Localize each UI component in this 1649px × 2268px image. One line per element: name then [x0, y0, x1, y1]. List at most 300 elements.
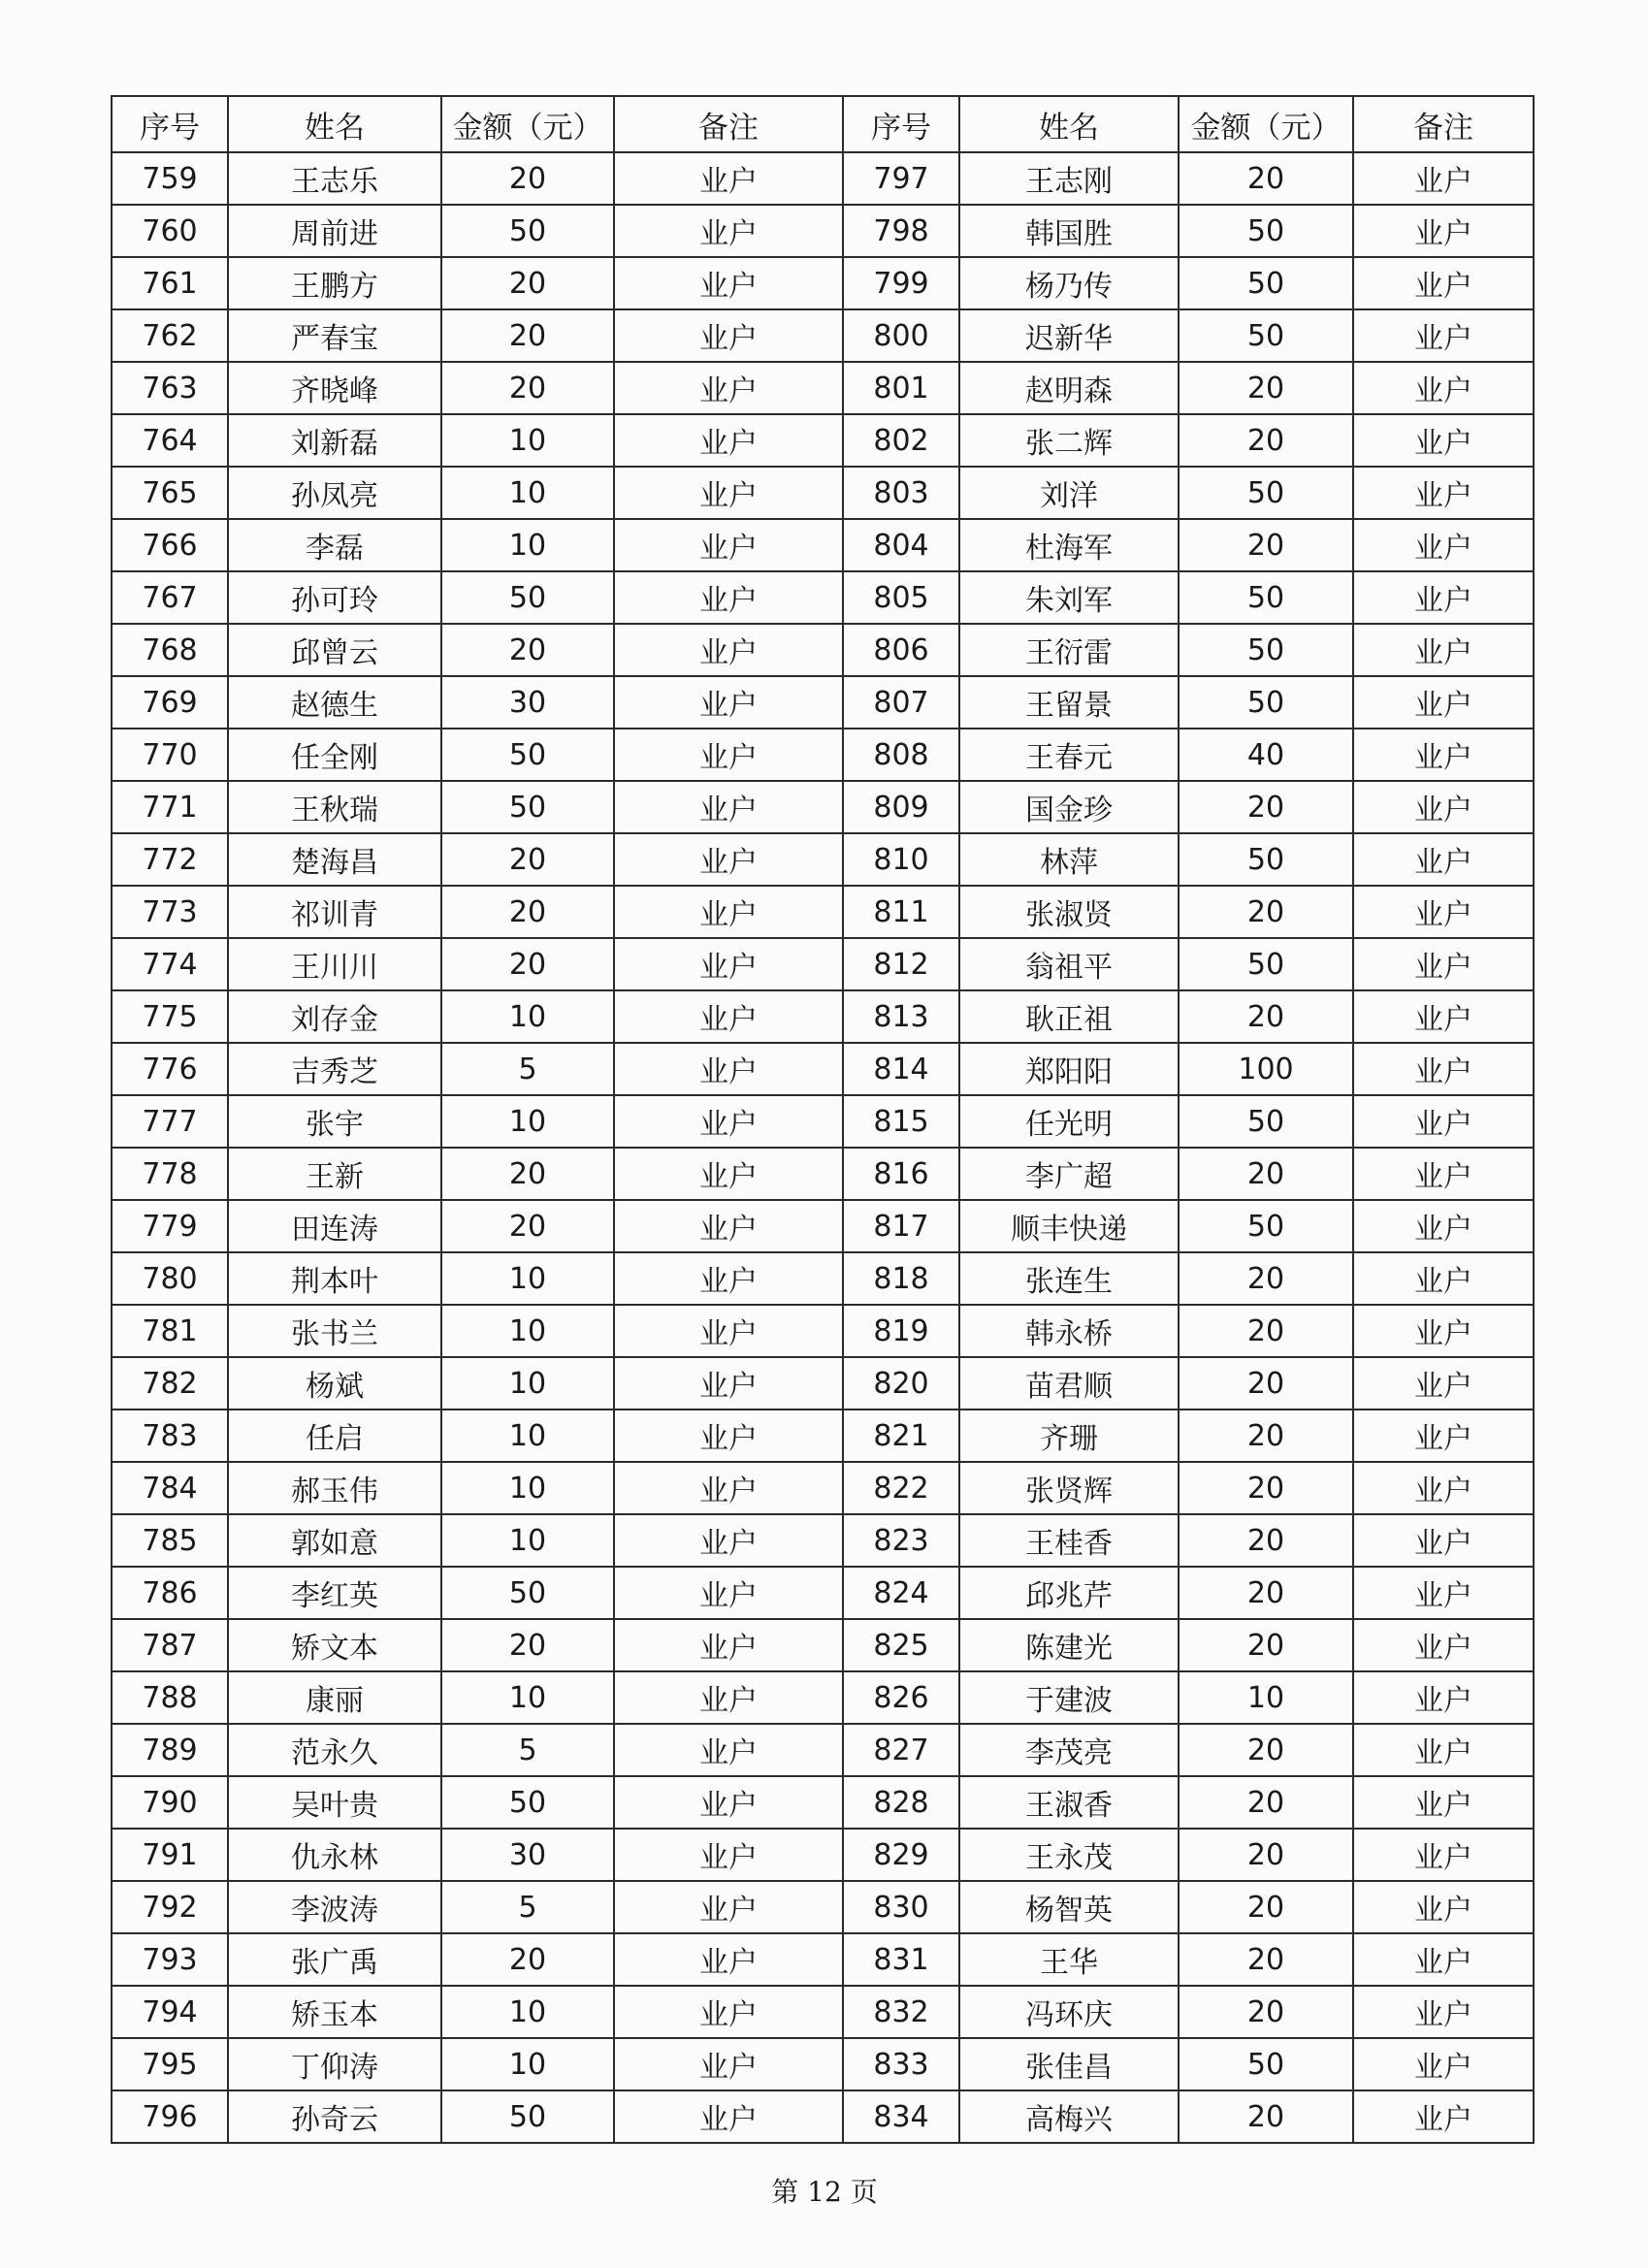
name-cell: 齐珊	[959, 1409, 1179, 1462]
table-row	[112, 781, 1534, 833]
remark-cell: 业户	[1353, 414, 1534, 467]
name-cell: 王川川	[228, 938, 441, 990]
amount-cell: 20	[441, 1933, 614, 1986]
amount-cell: 20	[1179, 1724, 1353, 1776]
serial-cell: 779	[112, 1200, 228, 1252]
serial-cell: 791	[112, 1829, 228, 1881]
amount-cell: 20	[441, 886, 614, 938]
name-cell: 齐晓峰	[228, 362, 441, 414]
remark-cell: 业户	[1353, 1095, 1534, 1148]
name-cell: 杜海军	[959, 519, 1179, 571]
serial-cell: 809	[843, 781, 959, 833]
serial-cell: 820	[843, 1357, 959, 1409]
amount-cell: 5	[441, 1881, 614, 1933]
amount-cell: 20	[1179, 1986, 1353, 2038]
donation-table	[111, 95, 1535, 2144]
table-row	[112, 414, 1534, 467]
remark-cell: 业户	[1353, 1409, 1534, 1462]
table-row	[112, 1829, 1534, 1881]
remark-cell: 业户	[614, 152, 843, 205]
table-row	[112, 938, 1534, 990]
name-cell: 赵德生	[228, 676, 441, 729]
name-cell: 郝玉伟	[228, 1462, 441, 1514]
remark-cell: 业户	[1353, 2090, 1534, 2143]
amount-cell: 20	[1179, 1776, 1353, 1829]
serial-cell: 769	[112, 676, 228, 729]
remark-cell: 业户	[1353, 519, 1534, 571]
remark-cell: 业户	[614, 781, 843, 833]
header-amount: 金额（元）	[441, 96, 614, 152]
amount-cell: 20	[1179, 1829, 1353, 1881]
name-cell: 祁训青	[228, 886, 441, 938]
name-cell: 张佳昌	[959, 2038, 1179, 2090]
amount-cell: 10	[441, 1095, 614, 1148]
amount-cell: 100	[1179, 1043, 1353, 1095]
name-cell: 李广超	[959, 1148, 1179, 1200]
amount-cell: 10	[441, 1462, 614, 1514]
amount-cell: 20	[1179, 1881, 1353, 1933]
remark-cell: 业户	[1353, 1200, 1534, 1252]
name-cell: 严春宝	[228, 309, 441, 362]
name-cell: 王留景	[959, 676, 1179, 729]
amount-cell: 5	[441, 1724, 614, 1776]
name-cell: 王志刚	[959, 152, 1179, 205]
remark-cell: 业户	[1353, 1986, 1534, 2038]
amount-cell: 20	[441, 257, 614, 309]
name-cell: 王衍雷	[959, 624, 1179, 676]
remark-cell: 业户	[614, 1567, 843, 1619]
remark-cell: 业户	[1353, 1357, 1534, 1409]
remark-cell: 业户	[1353, 1043, 1534, 1095]
remark-cell: 业户	[614, 362, 843, 414]
serial-cell: 806	[843, 624, 959, 676]
amount-cell: 50	[441, 571, 614, 624]
remark-cell: 业户	[1353, 833, 1534, 886]
remark-cell: 业户	[614, 1305, 843, 1357]
name-cell: 周前进	[228, 205, 441, 257]
amount-cell: 10	[441, 519, 614, 571]
amount-cell: 20	[441, 624, 614, 676]
amount-cell: 5	[441, 1043, 614, 1095]
amount-cell: 50	[441, 2090, 614, 2143]
serial-cell: 761	[112, 257, 228, 309]
name-cell: 王华	[959, 1933, 1179, 1986]
remark-cell: 业户	[614, 1724, 843, 1776]
remark-cell: 业户	[614, 1095, 843, 1148]
serial-cell: 794	[112, 1986, 228, 2038]
remark-cell: 业户	[614, 414, 843, 467]
amount-cell: 20	[1179, 1305, 1353, 1357]
name-cell: 张连生	[959, 1252, 1179, 1305]
serial-cell: 792	[112, 1881, 228, 1933]
name-cell: 孙凤亮	[228, 467, 441, 519]
serial-cell: 812	[843, 938, 959, 990]
table-row	[112, 467, 1534, 519]
name-cell: 王秋瑞	[228, 781, 441, 833]
remark-cell: 业户	[1353, 1514, 1534, 1567]
serial-cell: 802	[843, 414, 959, 467]
table-row	[112, 676, 1534, 729]
table-row	[112, 1462, 1534, 1514]
name-cell: 矫玉本	[228, 1986, 441, 2038]
table-row	[112, 833, 1534, 886]
serial-cell: 796	[112, 2090, 228, 2143]
serial-cell: 793	[112, 1933, 228, 1986]
name-cell: 孙可玲	[228, 571, 441, 624]
amount-cell: 50	[1179, 938, 1353, 990]
serial-cell: 773	[112, 886, 228, 938]
table-row	[112, 2038, 1534, 2090]
remark-cell: 业户	[1353, 1619, 1534, 1671]
remark-cell: 业户	[614, 1619, 843, 1671]
remark-cell: 业户	[614, 1252, 843, 1305]
remark-cell: 业户	[614, 1357, 843, 1409]
name-cell: 顺丰快递	[959, 1200, 1179, 1252]
serial-cell: 784	[112, 1462, 228, 1514]
name-cell: 李茂亮	[959, 1724, 1179, 1776]
remark-cell: 业户	[1353, 362, 1534, 414]
name-cell: 郭如意	[228, 1514, 441, 1567]
serial-cell: 776	[112, 1043, 228, 1095]
name-cell: 国金珍	[959, 781, 1179, 833]
table-row	[112, 1933, 1534, 1986]
remark-cell: 业户	[1353, 257, 1534, 309]
remark-cell: 业户	[614, 205, 843, 257]
remark-cell: 业户	[1353, 1724, 1534, 1776]
name-cell: 耿正祖	[959, 990, 1179, 1043]
header-remark: 备注	[614, 96, 843, 152]
table-row	[112, 362, 1534, 414]
remark-cell: 业户	[614, 1148, 843, 1200]
serial-cell: 766	[112, 519, 228, 571]
amount-cell: 50	[1179, 1200, 1353, 1252]
amount-cell: 20	[1179, 781, 1353, 833]
serial-cell: 762	[112, 309, 228, 362]
serial-cell: 817	[843, 1200, 959, 1252]
amount-cell: 50	[1179, 205, 1353, 257]
name-cell: 刘洋	[959, 467, 1179, 519]
serial-cell: 789	[112, 1724, 228, 1776]
amount-cell: 20	[1179, 519, 1353, 571]
table-row	[112, 624, 1534, 676]
table-row	[112, 729, 1534, 781]
amount-cell: 10	[441, 467, 614, 519]
name-cell: 任全刚	[228, 729, 441, 781]
table-row	[112, 1043, 1534, 1095]
remark-cell: 业户	[1353, 1148, 1534, 1200]
name-cell: 王永茂	[959, 1829, 1179, 1881]
amount-cell: 50	[441, 1567, 614, 1619]
name-cell: 于建波	[959, 1671, 1179, 1724]
serial-cell: 797	[843, 152, 959, 205]
amount-cell: 20	[441, 309, 614, 362]
name-cell: 孙奇云	[228, 2090, 441, 2143]
serial-cell: 818	[843, 1252, 959, 1305]
remark-cell: 业户	[1353, 2038, 1534, 2090]
amount-cell: 50	[1179, 624, 1353, 676]
name-cell: 楚海昌	[228, 833, 441, 886]
name-cell: 邱曾云	[228, 624, 441, 676]
remark-cell: 业户	[1353, 1462, 1534, 1514]
remark-cell: 业户	[614, 1462, 843, 1514]
name-cell: 王淑香	[959, 1776, 1179, 1829]
amount-cell: 10	[441, 2038, 614, 2090]
header-name: 姓名	[959, 96, 1179, 152]
amount-cell: 20	[441, 1148, 614, 1200]
name-cell: 王春元	[959, 729, 1179, 781]
name-cell: 王新	[228, 1148, 441, 1200]
name-cell: 张书兰	[228, 1305, 441, 1357]
amount-cell: 20	[1179, 1252, 1353, 1305]
serial-cell: 824	[843, 1567, 959, 1619]
table-row	[112, 519, 1534, 571]
serial-cell: 774	[112, 938, 228, 990]
serial-cell: 795	[112, 2038, 228, 2090]
amount-cell: 10	[441, 1514, 614, 1567]
name-cell: 李红英	[228, 1567, 441, 1619]
remark-cell: 业户	[614, 886, 843, 938]
serial-cell: 834	[843, 2090, 959, 2143]
amount-cell: 20	[441, 833, 614, 886]
header-serial: 序号	[112, 96, 228, 152]
remark-cell: 业户	[614, 571, 843, 624]
amount-cell: 10	[441, 1357, 614, 1409]
amount-cell: 10	[441, 1409, 614, 1462]
amount-cell: 10	[441, 1671, 614, 1724]
table-row	[112, 1409, 1534, 1462]
name-cell: 任光明	[959, 1095, 1179, 1148]
remark-cell: 业户	[614, 519, 843, 571]
amount-cell: 10	[441, 1252, 614, 1305]
remark-cell: 业户	[1353, 205, 1534, 257]
serial-cell: 808	[843, 729, 959, 781]
serial-cell: 759	[112, 152, 228, 205]
amount-cell: 50	[1179, 571, 1353, 624]
serial-cell: 763	[112, 362, 228, 414]
name-cell: 张广禹	[228, 1933, 441, 1986]
serial-cell: 815	[843, 1095, 959, 1148]
table-row	[112, 2090, 1534, 2143]
amount-cell: 50	[1179, 257, 1353, 309]
table-row	[112, 1671, 1534, 1724]
remark-cell: 业户	[1353, 1671, 1534, 1724]
header-name: 姓名	[228, 96, 441, 152]
amount-cell: 30	[441, 676, 614, 729]
amount-cell: 50	[441, 205, 614, 257]
remark-cell: 业户	[614, 624, 843, 676]
remark-cell: 业户	[1353, 1829, 1534, 1881]
name-cell: 仇永林	[228, 1829, 441, 1881]
name-cell: 任启	[228, 1409, 441, 1462]
amount-cell: 30	[441, 1829, 614, 1881]
remark-cell: 业户	[614, 729, 843, 781]
name-cell: 迟新华	[959, 309, 1179, 362]
table-row	[112, 205, 1534, 257]
header-serial: 序号	[843, 96, 959, 152]
serial-cell: 781	[112, 1305, 228, 1357]
amount-cell: 50	[441, 781, 614, 833]
remark-cell: 业户	[1353, 1252, 1534, 1305]
amount-cell: 10	[1179, 1671, 1353, 1724]
remark-cell: 业户	[1353, 1933, 1534, 1986]
remark-cell: 业户	[614, 467, 843, 519]
table-row	[112, 1619, 1534, 1671]
serial-cell: 829	[843, 1829, 959, 1881]
serial-cell: 786	[112, 1567, 228, 1619]
serial-cell: 782	[112, 1357, 228, 1409]
amount-cell: 50	[1179, 1095, 1353, 1148]
serial-cell: 811	[843, 886, 959, 938]
serial-cell: 830	[843, 1881, 959, 1933]
table-header-row	[112, 96, 1534, 152]
serial-cell: 827	[843, 1724, 959, 1776]
serial-cell: 828	[843, 1776, 959, 1829]
remark-cell: 业户	[1353, 571, 1534, 624]
amount-cell: 50	[1179, 467, 1353, 519]
remark-cell: 业户	[614, 1514, 843, 1567]
remark-cell: 业户	[614, 1776, 843, 1829]
remark-cell: 业户	[614, 2038, 843, 2090]
remark-cell: 业户	[1353, 676, 1534, 729]
serial-cell: 810	[843, 833, 959, 886]
amount-cell: 20	[1179, 1933, 1353, 1986]
serial-cell: 833	[843, 2038, 959, 2090]
serial-cell: 807	[843, 676, 959, 729]
serial-cell: 760	[112, 205, 228, 257]
serial-cell: 805	[843, 571, 959, 624]
table-row	[112, 1724, 1534, 1776]
serial-cell: 814	[843, 1043, 959, 1095]
amount-cell: 20	[1179, 886, 1353, 938]
name-cell: 吴叶贵	[228, 1776, 441, 1829]
table-row	[112, 990, 1534, 1043]
remark-cell: 业户	[1353, 886, 1534, 938]
remark-cell: 业户	[1353, 624, 1534, 676]
amount-cell: 20	[441, 152, 614, 205]
name-cell: 林萍	[959, 833, 1179, 886]
serial-cell: 798	[843, 205, 959, 257]
header-amount: 金额（元）	[1179, 96, 1353, 152]
serial-cell: 775	[112, 990, 228, 1043]
serial-cell: 819	[843, 1305, 959, 1357]
amount-cell: 20	[1179, 1357, 1353, 1409]
remark-cell: 业户	[614, 1043, 843, 1095]
table-row	[112, 1305, 1534, 1357]
table-row	[112, 1357, 1534, 1409]
name-cell: 高梅兴	[959, 2090, 1179, 2143]
name-cell: 朱刘军	[959, 571, 1179, 624]
amount-cell: 50	[1179, 676, 1353, 729]
remark-cell: 业户	[614, 2090, 843, 2143]
name-cell: 翁祖平	[959, 938, 1179, 990]
serial-cell: 801	[843, 362, 959, 414]
amount-cell: 50	[441, 1776, 614, 1829]
serial-cell: 788	[112, 1671, 228, 1724]
serial-cell: 800	[843, 309, 959, 362]
amount-cell: 20	[1179, 1619, 1353, 1671]
serial-cell: 813	[843, 990, 959, 1043]
serial-cell: 777	[112, 1095, 228, 1148]
name-cell: 王桂香	[959, 1514, 1179, 1567]
serial-cell: 803	[843, 467, 959, 519]
amount-cell: 20	[1179, 990, 1353, 1043]
name-cell: 陈建光	[959, 1619, 1179, 1671]
amount-cell: 20	[1179, 414, 1353, 467]
serial-cell: 770	[112, 729, 228, 781]
serial-cell: 787	[112, 1619, 228, 1671]
serial-cell: 767	[112, 571, 228, 624]
name-cell: 韩永桥	[959, 1305, 1179, 1357]
name-cell: 杨斌	[228, 1357, 441, 1409]
amount-cell: 50	[1179, 2038, 1353, 2090]
remark-cell: 业户	[1353, 781, 1534, 833]
name-cell: 张淑贤	[959, 886, 1179, 938]
table-row	[112, 571, 1534, 624]
remark-cell: 业户	[614, 1409, 843, 1462]
name-cell: 赵明森	[959, 362, 1179, 414]
name-cell: 刘新磊	[228, 414, 441, 467]
amount-cell: 20	[1179, 1148, 1353, 1200]
table-row	[112, 1252, 1534, 1305]
name-cell: 李磊	[228, 519, 441, 571]
remark-cell: 业户	[1353, 152, 1534, 205]
name-cell: 苗君顺	[959, 1357, 1179, 1409]
amount-cell: 20	[1179, 1409, 1353, 1462]
name-cell: 邱兆芹	[959, 1567, 1179, 1619]
serial-cell: 780	[112, 1252, 228, 1305]
table-body	[112, 152, 1534, 2143]
name-cell: 刘存金	[228, 990, 441, 1043]
remark-cell: 业户	[614, 1986, 843, 2038]
amount-cell: 20	[1179, 1567, 1353, 1619]
serial-cell: 772	[112, 833, 228, 886]
amount-cell: 50	[1179, 309, 1353, 362]
table-row	[112, 1200, 1534, 1252]
name-cell: 荆本叶	[228, 1252, 441, 1305]
amount-cell: 20	[1179, 1462, 1353, 1514]
remark-cell: 业户	[614, 1933, 843, 1986]
name-cell: 杨乃传	[959, 257, 1179, 309]
remark-cell: 业户	[614, 309, 843, 362]
amount-cell: 20	[441, 362, 614, 414]
remark-cell: 业户	[614, 1881, 843, 1933]
remark-cell: 业户	[614, 676, 843, 729]
header-remark: 备注	[1353, 96, 1534, 152]
serial-cell: 821	[843, 1409, 959, 1462]
serial-cell: 826	[843, 1671, 959, 1724]
remark-cell: 业户	[1353, 938, 1534, 990]
table-row	[112, 886, 1534, 938]
name-cell: 郑阳阳	[959, 1043, 1179, 1095]
remark-cell: 业户	[1353, 1881, 1534, 1933]
name-cell: 矫文本	[228, 1619, 441, 1671]
amount-cell: 10	[441, 1305, 614, 1357]
name-cell: 丁仰涛	[228, 2038, 441, 2090]
remark-cell: 业户	[614, 257, 843, 309]
name-cell: 杨智英	[959, 1881, 1179, 1933]
serial-cell: 790	[112, 1776, 228, 1829]
table-row	[112, 1986, 1534, 2038]
serial-cell: 799	[843, 257, 959, 309]
remark-cell: 业户	[1353, 990, 1534, 1043]
serial-cell: 831	[843, 1933, 959, 1986]
serial-cell: 771	[112, 781, 228, 833]
remark-cell: 业户	[1353, 467, 1534, 519]
name-cell: 冯环庆	[959, 1986, 1179, 2038]
name-cell: 吉秀芝	[228, 1043, 441, 1095]
remark-cell: 业户	[1353, 1776, 1534, 1829]
amount-cell: 20	[1179, 152, 1353, 205]
